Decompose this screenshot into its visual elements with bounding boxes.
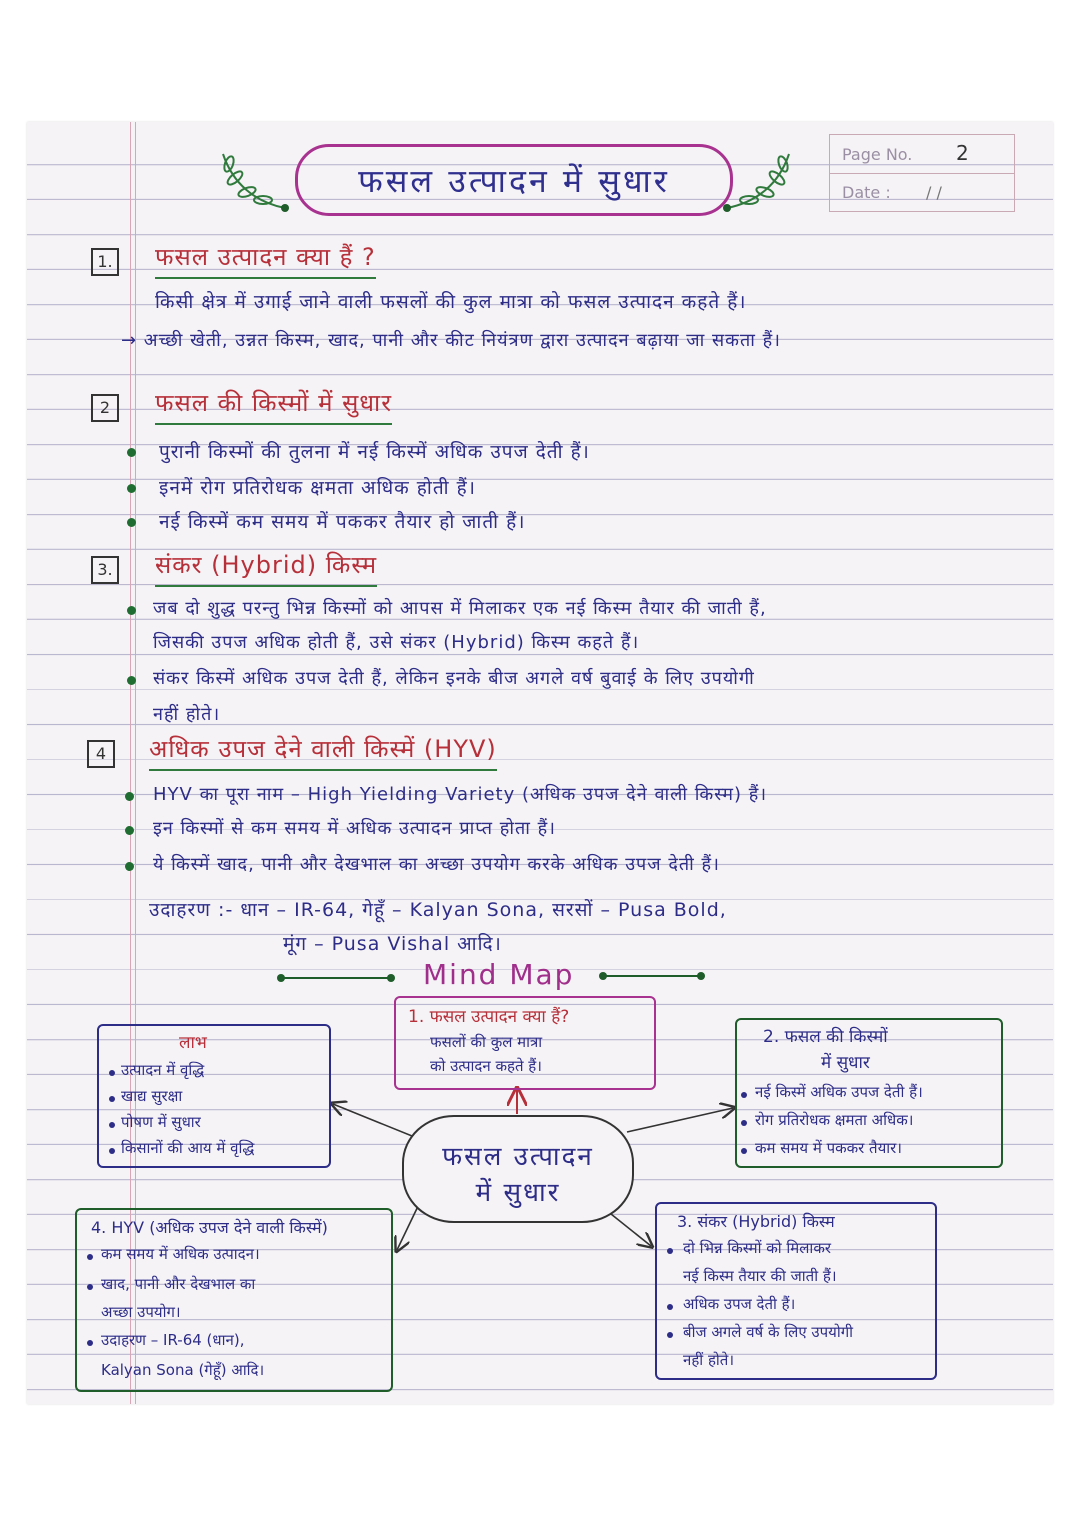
box-line: फसलों की कुल मात्रा — [430, 1033, 543, 1051]
bullet-dot — [741, 1120, 747, 1126]
box-line: किसानों की आय में वृद्धि — [121, 1139, 255, 1157]
bullet-dot — [109, 1096, 115, 1102]
box-line: नहीं होते। — [683, 1351, 735, 1369]
box-line: Kalyan Sona (गेहूँ) आदि। — [101, 1361, 265, 1379]
box-heading: 3. संकर (Hybrid) किस्म — [677, 1212, 835, 1231]
center-label: फसल उत्पादन — [442, 1142, 594, 1172]
section-line: संकर किस्में अधिक उपज देती हैं, लेकिन इनके बीज अगले वर्ष बुवाई के लिए उपयोगी — [153, 668, 755, 689]
section-number: 1. — [91, 248, 119, 276]
box-line: नई किस्म तैयार की जाती हैं। — [683, 1267, 837, 1285]
bullet-dot — [667, 1248, 673, 1254]
section-heading-text: अधिक उपज देने वाली किस्में (HYV) — [149, 735, 497, 763]
box-line: कम समय में पककर तैयार। — [755, 1139, 902, 1157]
bullet-dot — [109, 1070, 115, 1076]
box-line: उत्पादन में वृद्धि — [121, 1061, 205, 1079]
box-heading: लाभ — [179, 1033, 207, 1053]
box-line: बीज अगले वर्ष के लिए उपयोगी — [683, 1323, 854, 1341]
section-line: जिसकी उपज अधिक होती हैं, उसे संकर (Hybrid) किस्म कहते हैं। — [153, 632, 640, 653]
box-line: अधिक उपज देती हैं। — [683, 1295, 796, 1313]
box-line: कम समय में अधिक उत्पादन। — [101, 1245, 260, 1263]
page-no-label: Page No. — [842, 145, 913, 164]
section-line: इन किस्मों से कम समय में अधिक उत्पादन प्राप्त होता हैं। — [153, 818, 557, 839]
mind-map-title: Mind Map — [423, 958, 575, 991]
section-number: 2 — [91, 394, 119, 422]
box-line: खाद, पानी और देखभाल का — [101, 1275, 256, 1293]
box-line: दो भिन्न किस्मों को मिलाकर — [683, 1239, 831, 1257]
mind-map-box-varieties — [735, 1018, 1003, 1168]
page-title: फसल उत्पादन में सुधार — [358, 161, 670, 200]
box-line: नई किस्में अधिक उपज देती हैं। — [755, 1083, 923, 1101]
mind-map-box-benefits — [97, 1024, 331, 1168]
mind-map-box-hybrid — [655, 1202, 937, 1380]
bullet-dot — [741, 1092, 747, 1098]
section-heading-text: फसल की किस्मों में सुधार — [155, 389, 393, 417]
section-heading-text: संकर (Hybrid) किस्म — [155, 551, 378, 579]
example-line: उदाहरण :- धान – IR-64, गेहूँ – Kalyan Sona, सरसों – Pusa Bold, — [149, 899, 727, 921]
center-label: में सुधार — [475, 1178, 561, 1208]
example-line: मूंग – Pusa Vishal आदि। — [283, 933, 502, 955]
box-heading: 4. HYV (अधिक उपज देने वाली किस्में) — [91, 1218, 328, 1237]
bullet-dot — [667, 1304, 673, 1310]
section-line: किसी क्षेत्र में उगाई जाने वाली फसलों की कुल मात्रा को फसल उत्पादन कहते हैं। — [155, 291, 747, 313]
bullet-dot — [109, 1148, 115, 1154]
box-heading: 2. फसल की किस्मों — [763, 1027, 888, 1047]
section-line: जब दो शुद्ध परन्तु भिन्न किस्मों को आपस में मिलाकर एक नई किस्म तैयार की जाती हैं, — [153, 598, 767, 619]
mind-map-box-hyv — [75, 1208, 393, 1392]
box-heading: 1. फसल उत्पादन क्या हैं? — [408, 1007, 570, 1027]
box-line: को उत्पादन कहते हैं। — [430, 1057, 542, 1075]
bullet-dot — [741, 1148, 747, 1154]
box-line: उदाहरण – IR-64 (धान), — [101, 1331, 245, 1349]
bullet-dot — [87, 1284, 93, 1290]
bullet-dot — [87, 1340, 93, 1346]
section-line: नहीं होते। — [153, 704, 221, 725]
bullet-dot — [87, 1254, 93, 1260]
date-value: / / — [926, 183, 942, 202]
section-line: → अच्छी खेती, उन्नत किस्म, खाद, पानी और कीट नियंत्रण द्वारा उत्पादन बढ़ाया जा सकता हैं। — [121, 330, 782, 351]
section-line: ये किस्में खाद, पानी और देखभाल का अच्छा उपयोग करके अधिक उपज देती हैं। — [153, 854, 720, 875]
section-heading-text: फसल उत्पादन क्या हैं ? — [155, 243, 376, 271]
section-number: 4 — [87, 740, 115, 768]
box-line: रोग प्रतिरोधक क्षमता अधिक। — [755, 1111, 914, 1129]
section-number: 3. — [91, 556, 119, 584]
box-line: अच्छा उपयोग। — [101, 1303, 181, 1321]
mind-map-center — [402, 1115, 634, 1223]
bullet-dot — [667, 1332, 673, 1338]
section-line: पुरानी किस्मों की तुलना में नई किस्में अधिक उपज देती हैं। — [159, 441, 590, 463]
section-line: नई किस्में कम समय में पककर तैयार हो जाती हैं। — [159, 511, 526, 533]
mind-map-box-definition — [394, 996, 656, 1090]
box-line: खाद्य सुरक्षा — [121, 1087, 183, 1105]
section-line: HYV का पूरा नाम – High Yielding Variety (अधिक उपज देने वाली किस्म) हैं। — [153, 784, 768, 805]
notebook-page — [27, 122, 1053, 1404]
page-no-value: 2 — [956, 141, 969, 165]
bullet-dot — [109, 1122, 115, 1128]
date-label: Date : — [842, 183, 891, 202]
box-line: पोषण में सुधार — [121, 1113, 201, 1131]
box-heading: में सुधार — [821, 1053, 870, 1073]
section-line: इनमें रोग प्रतिरोधक क्षमता अधिक होती हैं। — [159, 477, 476, 499]
